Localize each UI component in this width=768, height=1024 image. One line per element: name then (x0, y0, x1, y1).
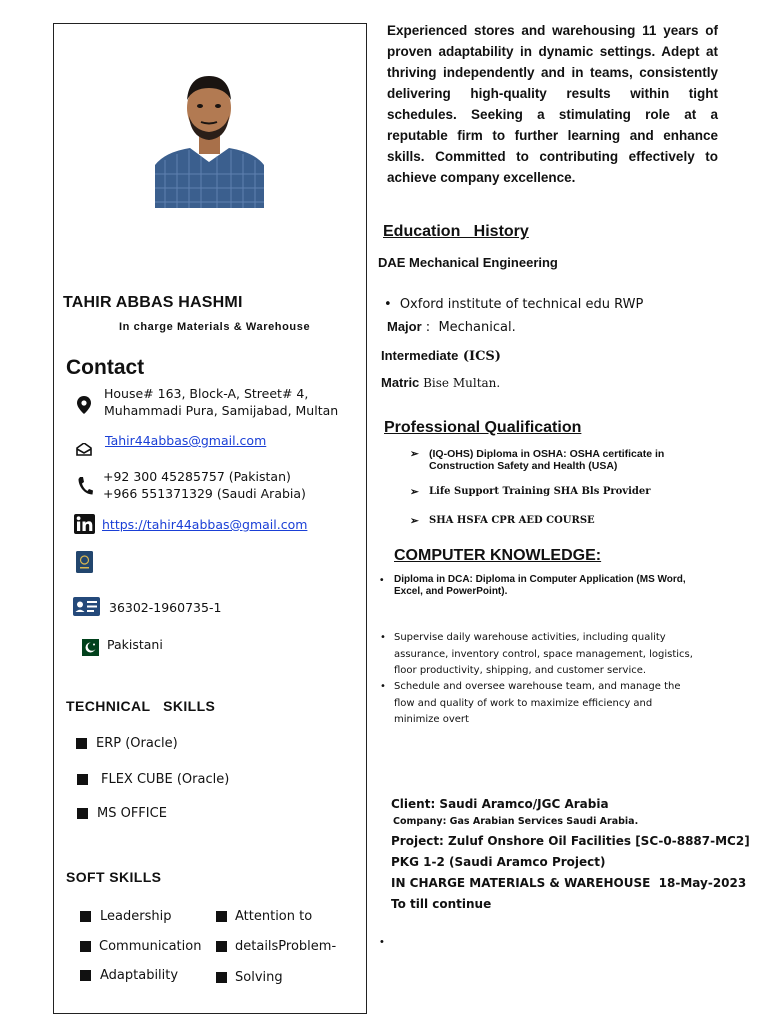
square-bullet-icon (216, 972, 227, 983)
address-line-1: House# 163, Block-A, Street# 4, (104, 386, 309, 401)
experience-client: Client: Saudi Aramco/JGC Arabia (391, 797, 609, 811)
contact-heading: Contact (66, 356, 145, 379)
qualification-arrow-icon: ➢ (410, 448, 419, 460)
email-link[interactable]: Tahir44abbas@gmail.com (105, 433, 267, 448)
linkedin-icon (74, 514, 95, 539)
experience-company: Company: Gas Arabian Services Saudi Arabia. (393, 816, 639, 827)
passport-icon (76, 551, 93, 578)
square-bullet-icon (77, 774, 88, 785)
square-bullet-icon (216, 911, 227, 922)
pakistan-flag-icon (77, 639, 99, 661)
bullet-icon: • (380, 575, 384, 586)
square-bullet-icon (80, 911, 91, 922)
soft-skill-item: Adaptability (80, 968, 178, 983)
phone-icon (77, 476, 93, 501)
computer-knowledge-heading: COMPUTER KNOWLEDGE: (394, 547, 602, 564)
square-bullet-icon (76, 738, 87, 749)
education-heading: Education History (383, 223, 529, 240)
job-role: In charge Materials & Warehouse (119, 321, 311, 333)
profile-photo (155, 70, 264, 208)
education-degree: DAE Mechanical Engineering (378, 255, 558, 270)
bullet-icon: • (380, 936, 384, 948)
square-bullet-icon (80, 970, 91, 981)
education-matric: Matric Bise Multan. (381, 375, 501, 390)
square-bullet-icon (77, 808, 88, 819)
location-pin-icon (77, 396, 91, 419)
soft-skill-item: Solving (216, 970, 283, 985)
tech-skill-item: ERP (Oracle) (76, 736, 178, 751)
id-card-icon (73, 597, 100, 621)
soft-skill-item: Attention to (216, 909, 312, 924)
duty-item: Supervise daily warehouse activities, including quality assurance, inventory control, space management, logistics, floor productivity, shipping, and customer service. (394, 632, 693, 676)
address-line-2: Muhammadi Pura, Samijabad, Multan (104, 403, 339, 418)
qualification-arrow-icon: ➢ (410, 486, 419, 498)
phone-saudi: +966 551371329 (Saudi Arabia) (103, 486, 306, 501)
phone-pakistan: +92 300 45285757 (Pakistan) (103, 469, 291, 484)
soft-skill-item: Leadership (80, 909, 171, 924)
qualification-item: SHA HSFA CPR AED COURSE (429, 515, 595, 526)
envelope-icon (76, 443, 92, 461)
qualification-item: Life Support Training SHA Bls Provider (429, 486, 651, 497)
bullet-icon: • (380, 681, 386, 692)
soft-skill-item: Communication (80, 939, 201, 954)
experience-position: IN CHARGE MATERIALS & WAREHOUSE 18-May-2023 (391, 876, 747, 890)
qualification-heading: Professional Qualification (384, 419, 582, 436)
nationality: Pakistani (107, 637, 163, 652)
experience-till: To till continue (391, 897, 492, 911)
linkedin-link[interactable]: https://tahir44abbas@gmail.com (102, 517, 308, 532)
soft-skills-heading: SOFT SKILLS (66, 869, 162, 885)
phone-numbers (103, 468, 306, 502)
square-bullet-icon (216, 941, 227, 952)
technical-skills-heading: TECHNICAL SKILLS (66, 698, 216, 714)
qualification-arrow-icon: ➢ (410, 515, 419, 527)
soft-skill-item: detailsProblem- (216, 939, 336, 954)
bullet-icon: • (380, 632, 386, 643)
tech-skill-item: FLEX CUBE (Oracle) (77, 772, 229, 787)
id-number: 36302-1960735-1 (109, 600, 222, 615)
duty-item: Schedule and oversee warehouse team, and manage the flow and quality of work to maximize efficiency and minimize overt (394, 681, 681, 725)
square-bullet-icon (80, 941, 91, 952)
education-institute-item (384, 297, 643, 312)
tech-skill-item: MS OFFICE (77, 806, 167, 821)
address (104, 385, 338, 419)
experience-package: PKG 1-2 (Saudi Aramco Project) (391, 855, 606, 869)
education-intermediate: Intermediate (ICS) (381, 348, 501, 364)
profile-summary: Experienced stores and warehousing 11 years of proven adaptability in dynamic settings. Adept at thriving independently and in teams, consistently delivering high-quality results within tight schedules. Seeking a stimulating role at a reputable firm to further learning and enhance skills. Committed to contributing effectively to achieve company excellence. (387, 23, 718, 185)
person-name: TAHIR ABBAS HASHMI (63, 294, 243, 311)
computer-knowledge-item: Diploma in DCA: Diploma in Computer Application (MS Word, Excel, and PowerPoint). (394, 574, 686, 597)
qualification-item: (IQ-OHS) Diploma in OSHA: OSHA certificate in Construction Safety and Health (USA) (429, 448, 665, 472)
bullet-icon: • (384, 297, 392, 312)
experience-project: Project: Zuluf Onshore Oil Facilities [SC-0-8887-MC2] (391, 834, 750, 848)
education-institute: Oxford institute of technical edu RWP (399, 297, 644, 312)
education-major: Major : Mechanical. (387, 319, 516, 335)
